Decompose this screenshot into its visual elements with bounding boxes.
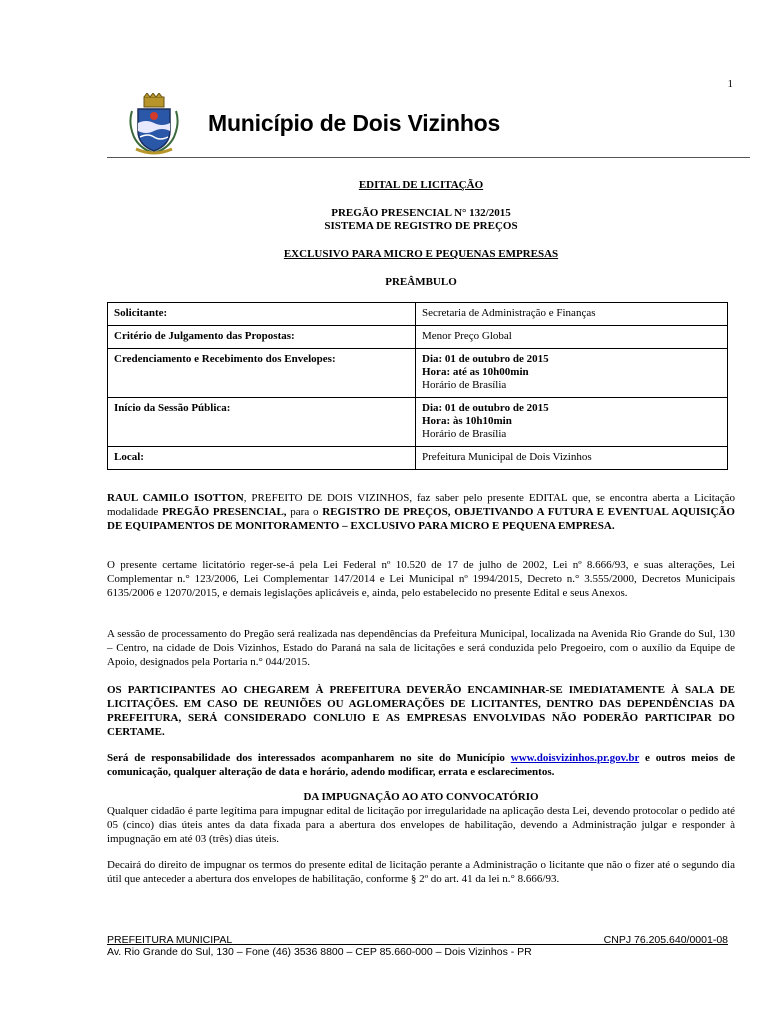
info-value — [416, 303, 728, 326]
intro-paragraph — [107, 491, 735, 533]
pregao-number: PREGÃO PRESENCIAL N° 132/2015 — [331, 207, 511, 219]
decaira-paragraph: Decairá do direito de impugnar os termos do presente edital de licitação perante a Administração o licitante que não o fizer até o segundo dia útil que anteceder a abertura dos envelopes de habilitação, conforme § 2º do art. 41 da lei n.° 8.666/93. — [107, 859, 735, 885]
info-value-line: Hora: às 10h10min — [422, 415, 512, 427]
info-label: Critério de Julgamento das Propostas: — [108, 326, 416, 349]
footer-cnpj: CNPJ 76.205.640/0001-08 — [603, 934, 728, 946]
info-table-row — [108, 303, 728, 326]
resp-text-1: Será de responsabilidade dos interessados acompanharem no site do Município — [107, 752, 511, 764]
info-value — [416, 447, 728, 470]
regencia-paragraph: O presente certame licitatório reger-se-á pela Lei Federal nº 10.520 de 17 de julho de 2002, Lei nº 8.666/93, e suas alterações, Lei Complementar n.° 123/2006, Lei Complementar 147/2014 e Lei Municipal nº 1994/2015, Decreto n.° 3.555/2000, Decretos Municipais 6135/2006 e 12070/2015, e demais legislações aplicáveis e, ainda, pelo estabelecido no presente Edital e seus Anexos. — [107, 559, 735, 599]
info-table — [107, 302, 728, 470]
municipality-title: Município de Dois Vizinhos — [208, 110, 501, 136]
impugnacao-heading: DA IMPUGNAÇÃO AO ATO CONVOCATÓRIO — [303, 791, 539, 803]
intro-text-2: para o — [286, 506, 323, 518]
footer-divider — [107, 944, 728, 945]
info-value-line: Menor Preço Global — [422, 330, 512, 342]
info-value — [416, 349, 728, 398]
page-number: 1 — [727, 78, 733, 90]
objeto: REGISTRO DE PREÇOS, OBJETIVANDO A FUTURA E EVENTUAL AQUISIÇÃO DE EQUIPAMENTOS DE MONITORAMENTO – EXCLUSIVO PARA MICRO E PEQUENA EMPRESA. — [107, 506, 735, 532]
info-value-line: Prefeitura Municipal de Dois Vizinhos — [422, 451, 592, 463]
preambulo-heading: PREÂMBULO — [385, 276, 457, 288]
footer-address-block — [107, 934, 532, 958]
sessao-paragraph: A sessão de processamento do Pregão será realizada nas dependências da Prefeitura Municipal, localizada na Avenida Rio Grande do Sul, 130 – Centro, na cidade de Dois Vizinhos, Estado do Paraná na sala de licitações e será conduzida pelo Pregoeiro, com o auxílio da Equipe de Apoio, designados pela Portaria n.° 044/2015. — [107, 628, 735, 668]
footer-address: Av. Rio Grande do Sul, 130 – Fone (46) 3536 8800 – CEP 85.660-000 – Dois Vizinhos - PR — [107, 946, 532, 958]
footer-org: PREFEITURA MUNICIPAL — [107, 934, 233, 946]
info-value-line: Horário de Brasília — [422, 428, 507, 440]
aviso-paragraph: OS PARTICIPANTES AO CHEGAREM À PREFEITURA DEVERÃO ENCAMINHAR-SE IMEDIATAMENTE À SALA DE LICITAÇÕES. EM CASO DE REUNIÕES OU AGLOMERAÇÕES DE LICITANTES, DENTRO DAS DEPENDÊNCIAS DA PREFEITURA, SERÁ CONSIDERADO CONLUIO E AS EMPRESAS ENVOLVIDAS NÃO PODERÃO PARTICIPAR DO CERTAME. — [107, 684, 735, 738]
info-label: Local: — [108, 447, 416, 470]
sistema-registro: SISTEMA DE REGISTRO DE PREÇOS — [324, 220, 518, 232]
info-label: Solicitante: — [108, 303, 416, 326]
responsabilidade-paragraph — [107, 751, 735, 779]
edital-title: EDITAL DE LICITAÇÃO — [358, 179, 484, 191]
municipio-site-link[interactable]: www.doisvizinhos.pr.gov.br — [510, 752, 640, 764]
municipal-crest-icon — [126, 93, 182, 157]
info-table-row — [108, 326, 728, 349]
info-table-row — [108, 349, 728, 398]
info-value — [416, 398, 728, 447]
info-label: Início da Sessão Pública: — [108, 398, 416, 447]
mayor-name: RAUL CAMILO ISOTTON — [107, 492, 244, 504]
info-value-line: Secretaria de Administração e Finanças — [422, 307, 596, 319]
header-divider — [107, 157, 750, 158]
info-table-row — [108, 447, 728, 470]
info-value-line: Horário de Brasília — [422, 379, 507, 391]
info-value — [416, 326, 728, 349]
intro-text-1: , PREFEITO DE DOIS VIZINHOS, faz saber pelo presente EDITAL que, se encontra aberta a Licitação modalidade — [107, 492, 735, 518]
impugnacao-paragraph: Qualquer cidadão é parte legítima para impugnar edital de licitação por irregularidade na aplicação desta Lei, devendo protocolar o pedido até 05 (cinco) dias úteis antes da data fixada para a abertura dos envelopes de habilitação, devendo a Administração julgar e responder à impugnação em até 03 (três) dias úteis. — [107, 805, 735, 845]
info-value-line: Dia: 01 de outubro de 2015 — [422, 353, 549, 365]
modalidade: PREGÃO PRESENCIAL, — [162, 506, 287, 518]
info-value-line: Hora: até as 10h00min — [422, 366, 529, 378]
resp-text-2: e outros meios de comunicação, qualquer alteração de data e horário, adendo modificar, errata e esclarecimentos. — [107, 752, 736, 778]
info-table-row — [108, 398, 728, 447]
info-value-line: Dia: 01 de outubro de 2015 — [422, 402, 549, 414]
exclusivo-heading: EXCLUSIVO PARA MICRO E PEQUENAS EMPRESAS — [283, 248, 559, 260]
info-label: Credenciamento e Recebimento dos Envelopes: — [108, 349, 416, 398]
